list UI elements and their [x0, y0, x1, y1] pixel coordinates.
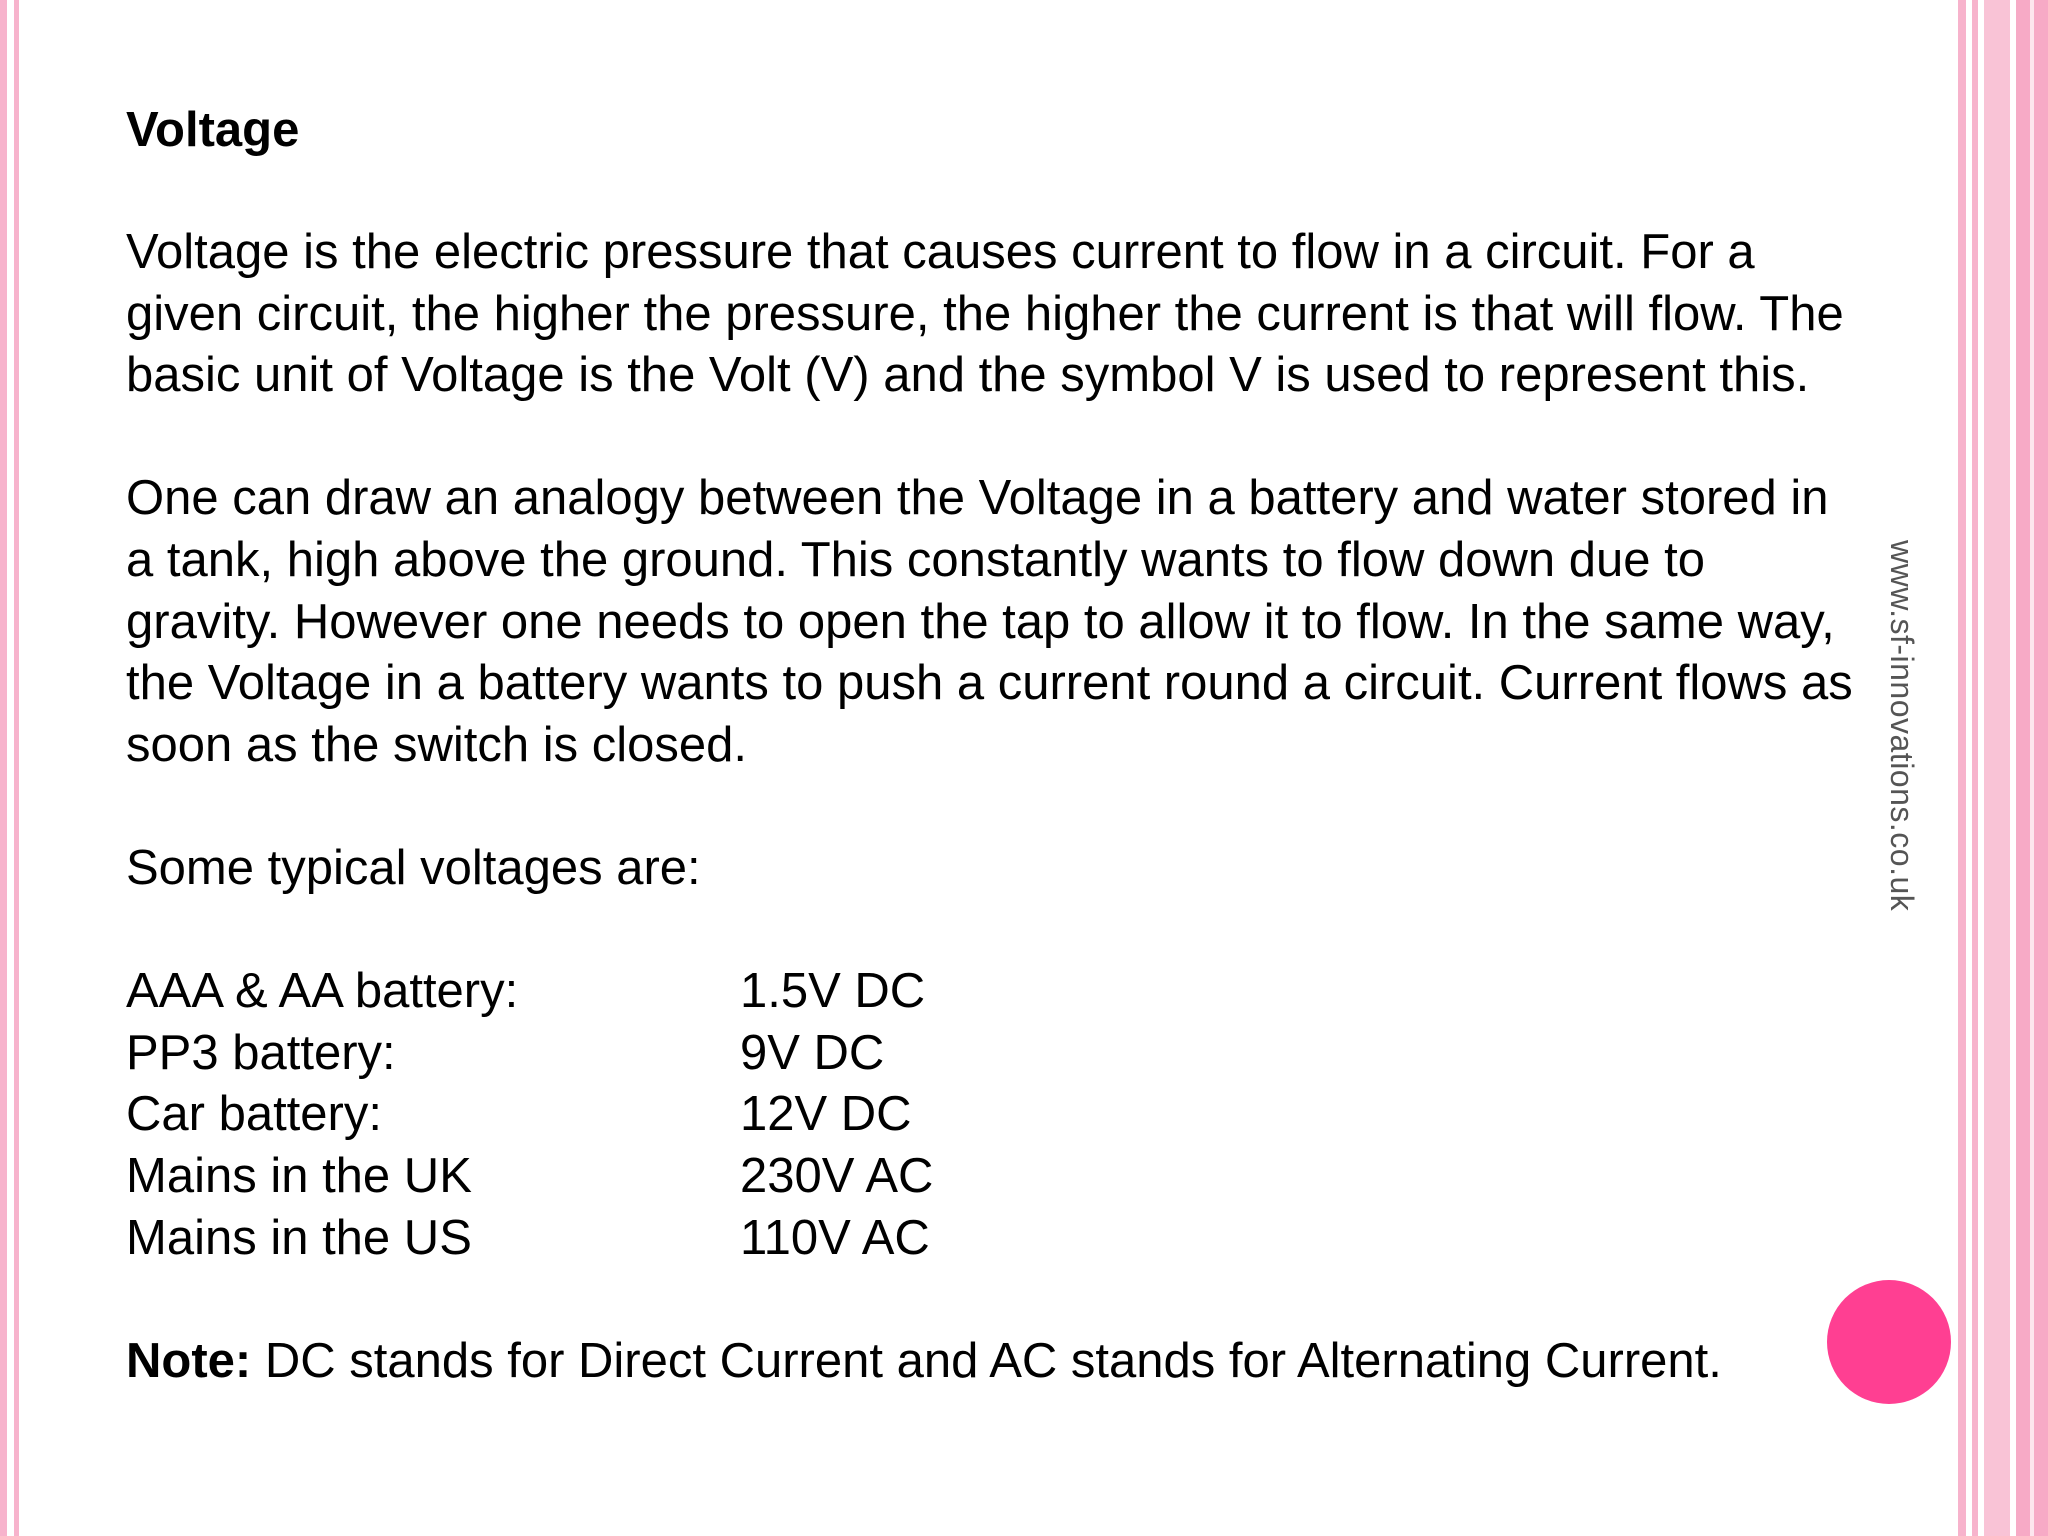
slide-title: Voltage: [126, 103, 300, 157]
voltage-table: [126, 961, 1866, 1269]
voltage-label: Mains in the UK: [126, 1148, 472, 1203]
right-border-stripe: [2030, 0, 2034, 1536]
note-text: DC stands for Direct Current and AC stands for Alternating Current.: [251, 1333, 1722, 1388]
voltage-label: AAA & AA battery:: [126, 964, 519, 1019]
right-border-stripe: [1972, 0, 1978, 1536]
website-watermark: www.sf-innovations.co.uk: [1884, 540, 1920, 912]
paragraph-analogy: One can draw an analogy between the Voltage in a battery and water stored in a tank, high above the ground. This constantly wants to flow down due to gravity. However one needs to open the tap to allow it to flow. In the same way, the Voltage in a battery wants to push a current round a circuit. Current flows as soon as the switch is closed.: [126, 471, 1853, 772]
paragraph-definition: Voltage is the electric pressure that causes current to flow in a circuit. For a given circuit, the higher the pressure, the higher the current is that will flow. The basic unit of Voltage is the Volt (V) and the symbol V is used to represent this.: [126, 225, 1844, 403]
voltage-value: 1.5V DC: [740, 964, 926, 1019]
voltage-value: 110V AC: [740, 1210, 930, 1265]
voltage-label: Mains in the US: [126, 1210, 472, 1265]
voltage-label: Car battery:: [126, 1087, 382, 1142]
voltage-value: 230V AC: [740, 1148, 934, 1203]
note-paragraph: [126, 1331, 1866, 1393]
left-border-rule-inner: [14, 0, 19, 1536]
voltage-value: 9V DC: [740, 1025, 885, 1080]
paragraph-typical-intro: Some typical voltages are:: [126, 840, 701, 895]
voltage-label: PP3 battery:: [126, 1025, 396, 1080]
left-border-rule: [0, 0, 7, 1536]
note-prefix: Note:: [126, 1333, 252, 1388]
right-border-stripe: [1958, 0, 1966, 1536]
slide-content: [126, 100, 1866, 1392]
voltage-value: 12V DC: [740, 1087, 912, 1142]
right-border-stripe: [1984, 0, 2010, 1536]
